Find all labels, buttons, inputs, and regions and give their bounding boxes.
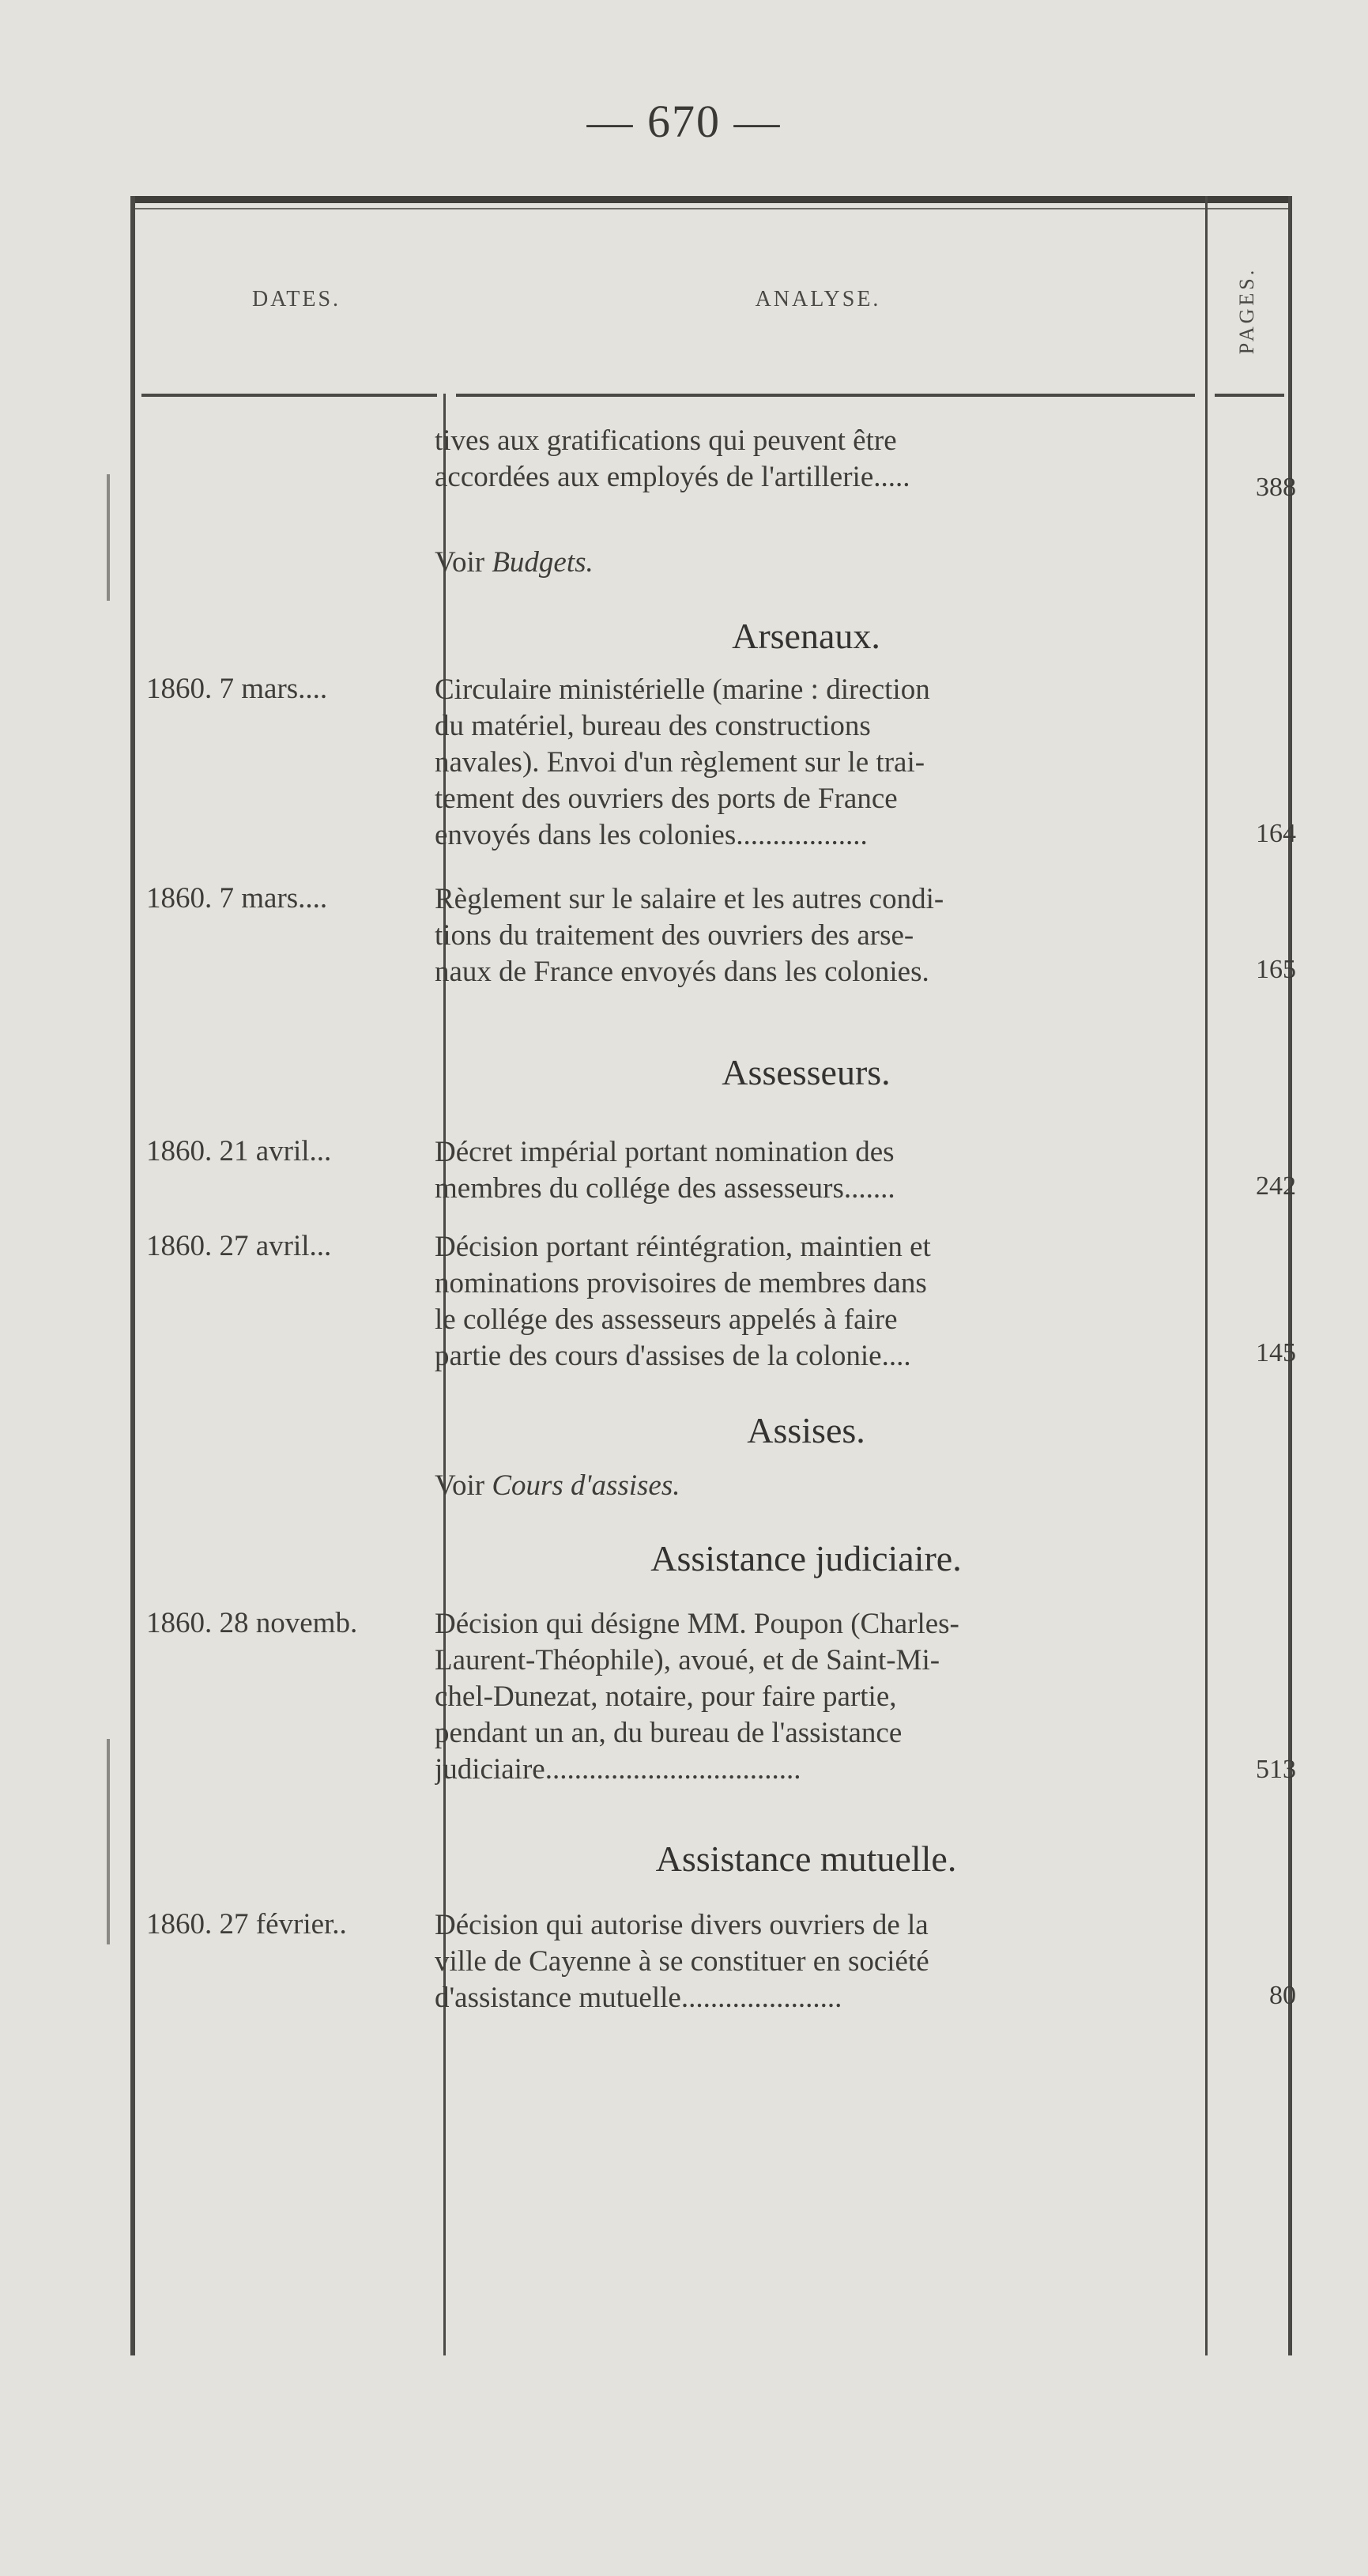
entry-line: accordées aux employés de l'artillerie..... [435,461,910,493]
entry-line: ville de Cayenne à se constituer en société [435,1945,929,1978]
see-also-prefix: Voir [435,546,485,579]
entry-line: naux de France envoyés dans les colonies. [435,956,929,988]
header-analyse: ANALYSE. [755,287,881,311]
entry-line: tions du traitement des ouvriers des arse- [435,919,914,952]
section-heading-assesseurs: Assesseurs. [722,1052,891,1092]
entry-line: tement des ouvriers des ports de France [435,783,898,815]
entry-line: Circulaire ministérielle (marine : direction [435,673,930,706]
entry-line: pendant un an, du bureau de l'assistance [435,1717,903,1749]
margin-mark [107,474,110,601]
see-also-prefix: Voir [435,1469,485,1502]
page-number: — 670 — [586,96,782,147]
see-also-ref: Cours d'assises. [492,1469,680,1502]
intro-entry [435,423,1213,496]
page-ref: 145 [1256,1338,1296,1367]
entry-text [435,672,1213,854]
page-ref: 388 [1256,473,1296,502]
section-heading-assises: Assises. [747,1410,865,1450]
page-ref: 80 [1269,1981,1296,2010]
entry-line: d'assistance mutuelle...................... [435,1982,842,2014]
entry-text [435,1606,1213,1788]
entry-date: 1860. 27 février.. [146,1908,347,1940]
entry-line: tives aux gratifications qui peuvent être [435,424,897,457]
entry-line: chel-Dunezat, notaire, pour faire partie, [435,1680,897,1713]
entry-line: nominations provisoires de membres dans [435,1267,927,1299]
entry-line: Laurent-Théophile), avoué, et de Saint-Mi- [435,1644,940,1676]
entry-line: Décision qui autorise divers ouvriers de la [435,1909,929,1941]
entry-line: Décision portant réintégration, maintien et [435,1231,931,1263]
entry-line: Décret impérial portant nomination des [435,1136,895,1168]
entry-date: 1860. 7 mars.... [146,673,328,705]
entry-text [435,1229,1213,1375]
entry-date: 1860. 28 novemb. [146,1607,358,1639]
entry-text [435,1907,1213,2016]
see-also-ref: Budgets. [492,546,594,579]
section-heading-assistance-mutuelle: Assistance mutuelle. [655,1839,957,1879]
entry-line: partie des cours d'assises de la colonie.... [435,1340,911,1372]
entry-text [435,881,1213,990]
see-also [435,545,594,579]
page-ref: 165 [1256,955,1296,984]
page-ref: 242 [1256,1171,1296,1201]
entry-date: 1860. 7 mars.... [146,882,328,915]
entry-line: judiciaire................................... [435,1753,801,1786]
page-ref: 164 [1256,819,1296,848]
entry-line: le collége des assesseurs appelés à faire [435,1303,898,1336]
page-ref: 513 [1256,1755,1296,1784]
entry-line: envoyés dans les colonies.................. [435,819,868,851]
entry-line: navales). Envoi d'un règlement sur le trai- [435,746,925,779]
section-heading-assistance-judiciaire: Assistance judiciaire. [650,1538,962,1578]
entry-text [435,1134,1213,1207]
entry-date: 1860. 27 avril... [146,1230,332,1262]
entry-line: Décision qui désigne MM. Poupon (Charles- [435,1608,959,1640]
see-also [435,1469,680,1503]
entry-line: membres du collége des assesseurs....... [435,1172,895,1205]
margin-mark [107,1739,110,1944]
section-heading-arsenaux: Arsenaux. [732,616,880,656]
header-pages-label: PAGES. [1235,266,1258,355]
entry-line: du matériel, bureau des constructions [435,710,871,742]
entry-date: 1860. 21 avril... [146,1135,332,1167]
entry-line: Règlement sur le salaire et les autres condi- [435,883,944,915]
header-dates: DATES. [251,287,341,311]
